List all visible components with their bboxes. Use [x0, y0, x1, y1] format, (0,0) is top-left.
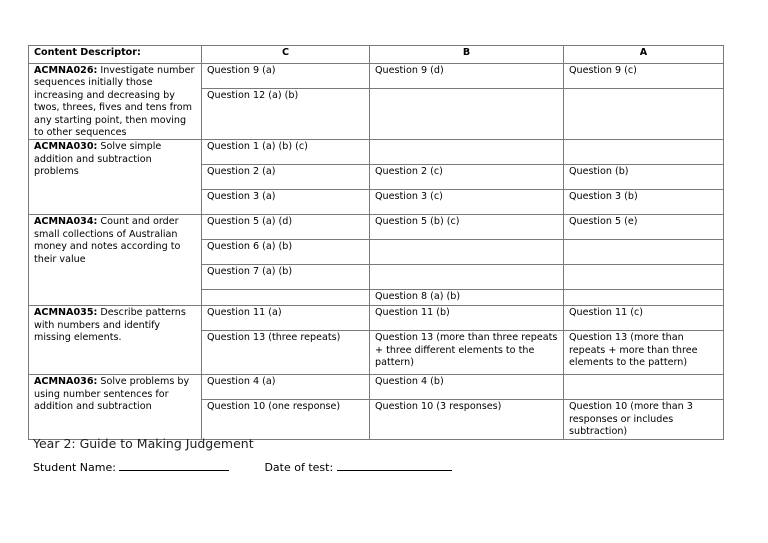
table-row [29, 140, 724, 165]
descriptor-code: ACMNA034: [34, 216, 98, 228]
grade-c-cell: Question 9 (a) [202, 64, 370, 89]
table-row [29, 64, 724, 89]
header-grade-c: C [202, 46, 370, 64]
grade-b-cell: Question 13 (more than three repeats + three different elements to the pattern) [370, 331, 564, 375]
table-row [29, 306, 724, 331]
grade-b-cell [370, 140, 564, 165]
grade-a-cell: Question 13 (more than repeats + more than three elements to the pattern) [564, 331, 724, 375]
table-row [29, 375, 724, 400]
document-title: Year 2: Guide to Making Judgement [33, 436, 254, 451]
grade-b-cell [370, 265, 564, 290]
grade-a-cell: Question 3 (b) [564, 190, 724, 215]
descriptor-text: Solve problems by using number sentences for addition and subtraction [34, 376, 190, 413]
descriptor-code: ACMNA026: [34, 65, 98, 76]
descriptor-text: Solve simple addition and subtraction problems [34, 141, 162, 178]
header-grade-b: B [370, 46, 564, 64]
grade-c-cell: Question 6 (a) (b) [202, 240, 370, 265]
grade-a-cell [564, 290, 724, 306]
grade-b-cell: Question 4 (b) [370, 375, 564, 400]
content-descriptor-cell [29, 306, 202, 375]
descriptor-text: Count and order small collections of Australian money and notes according to their value [34, 216, 181, 265]
grade-b-cell: Question 8 (a) (b) [370, 290, 564, 306]
grade-c-cell [202, 290, 370, 306]
content-descriptor-cell [29, 140, 202, 215]
grade-b-cell: Question 11 (b) [370, 306, 564, 331]
grade-a-cell: Question 10 (more than 3 responses or includes subtraction) [564, 400, 724, 439]
descriptor-text: Investigate number sequences initially those increasing and decreasing by twos, threes, fives and tens from any starting point, then moving to other sequences [34, 65, 195, 139]
grade-a-cell [564, 140, 724, 165]
grade-b-cell: Question 10 (3 responses) [370, 400, 564, 439]
grade-a-cell: Question 9 (c) [564, 64, 724, 89]
descriptor-code: ACMNA036: [34, 376, 98, 388]
grade-a-cell [564, 265, 724, 290]
date-of-test-blank[interactable] [337, 460, 452, 471]
grade-a-cell [564, 240, 724, 265]
grade-c-cell: Question 3 (a) [202, 190, 370, 215]
grade-b-cell: Question 5 (b) (c) [370, 215, 564, 240]
content-descriptor-cell [29, 64, 202, 140]
grade-b-cell: Question 3 (c) [370, 190, 564, 215]
grade-c-cell: Question 2 (a) [202, 165, 370, 190]
grade-b-cell [370, 89, 564, 140]
student-info-line [33, 460, 452, 474]
student-name-blank[interactable] [119, 460, 229, 471]
table-row [29, 215, 724, 240]
judgement-table [28, 45, 724, 440]
student-name-label: Student Name: [33, 461, 116, 474]
grade-c-cell: Question 7 (a) (b) [202, 265, 370, 290]
grade-a-cell: Question 5 (e) [564, 215, 724, 240]
header-content-descriptor: Content Descriptor: [29, 46, 202, 64]
grade-c-cell: Question 11 (a) [202, 306, 370, 331]
grade-a-cell: Question 11 (c) [564, 306, 724, 331]
grade-c-cell: Question 13 (three repeats) [202, 331, 370, 375]
descriptor-text: Describe patterns with numbers and identify missing elements. [34, 307, 186, 344]
header-row [29, 46, 724, 64]
content-descriptor-cell [29, 375, 202, 439]
grade-c-cell: Question 10 (one response) [202, 400, 370, 439]
grade-b-cell: Question 9 (d) [370, 64, 564, 89]
grade-a-cell [564, 89, 724, 140]
grade-b-cell: Question 2 (c) [370, 165, 564, 190]
grade-b-cell [370, 240, 564, 265]
descriptor-code: ACMNA030: [34, 141, 98, 153]
grade-a-cell: Question (b) [564, 165, 724, 190]
grade-c-cell: Question 1 (a) (b) (c) [202, 140, 370, 165]
grade-c-cell: Question 4 (a) [202, 375, 370, 400]
grade-c-cell: Question 12 (a) (b) [202, 89, 370, 140]
grade-c-cell: Question 5 (a) (d) [202, 215, 370, 240]
date-of-test-label: Date of test: [264, 461, 334, 474]
descriptor-code: ACMNA035: [34, 307, 98, 319]
grade-a-cell [564, 375, 724, 400]
content-descriptor-cell [29, 215, 202, 306]
header-grade-a: A [564, 46, 724, 64]
